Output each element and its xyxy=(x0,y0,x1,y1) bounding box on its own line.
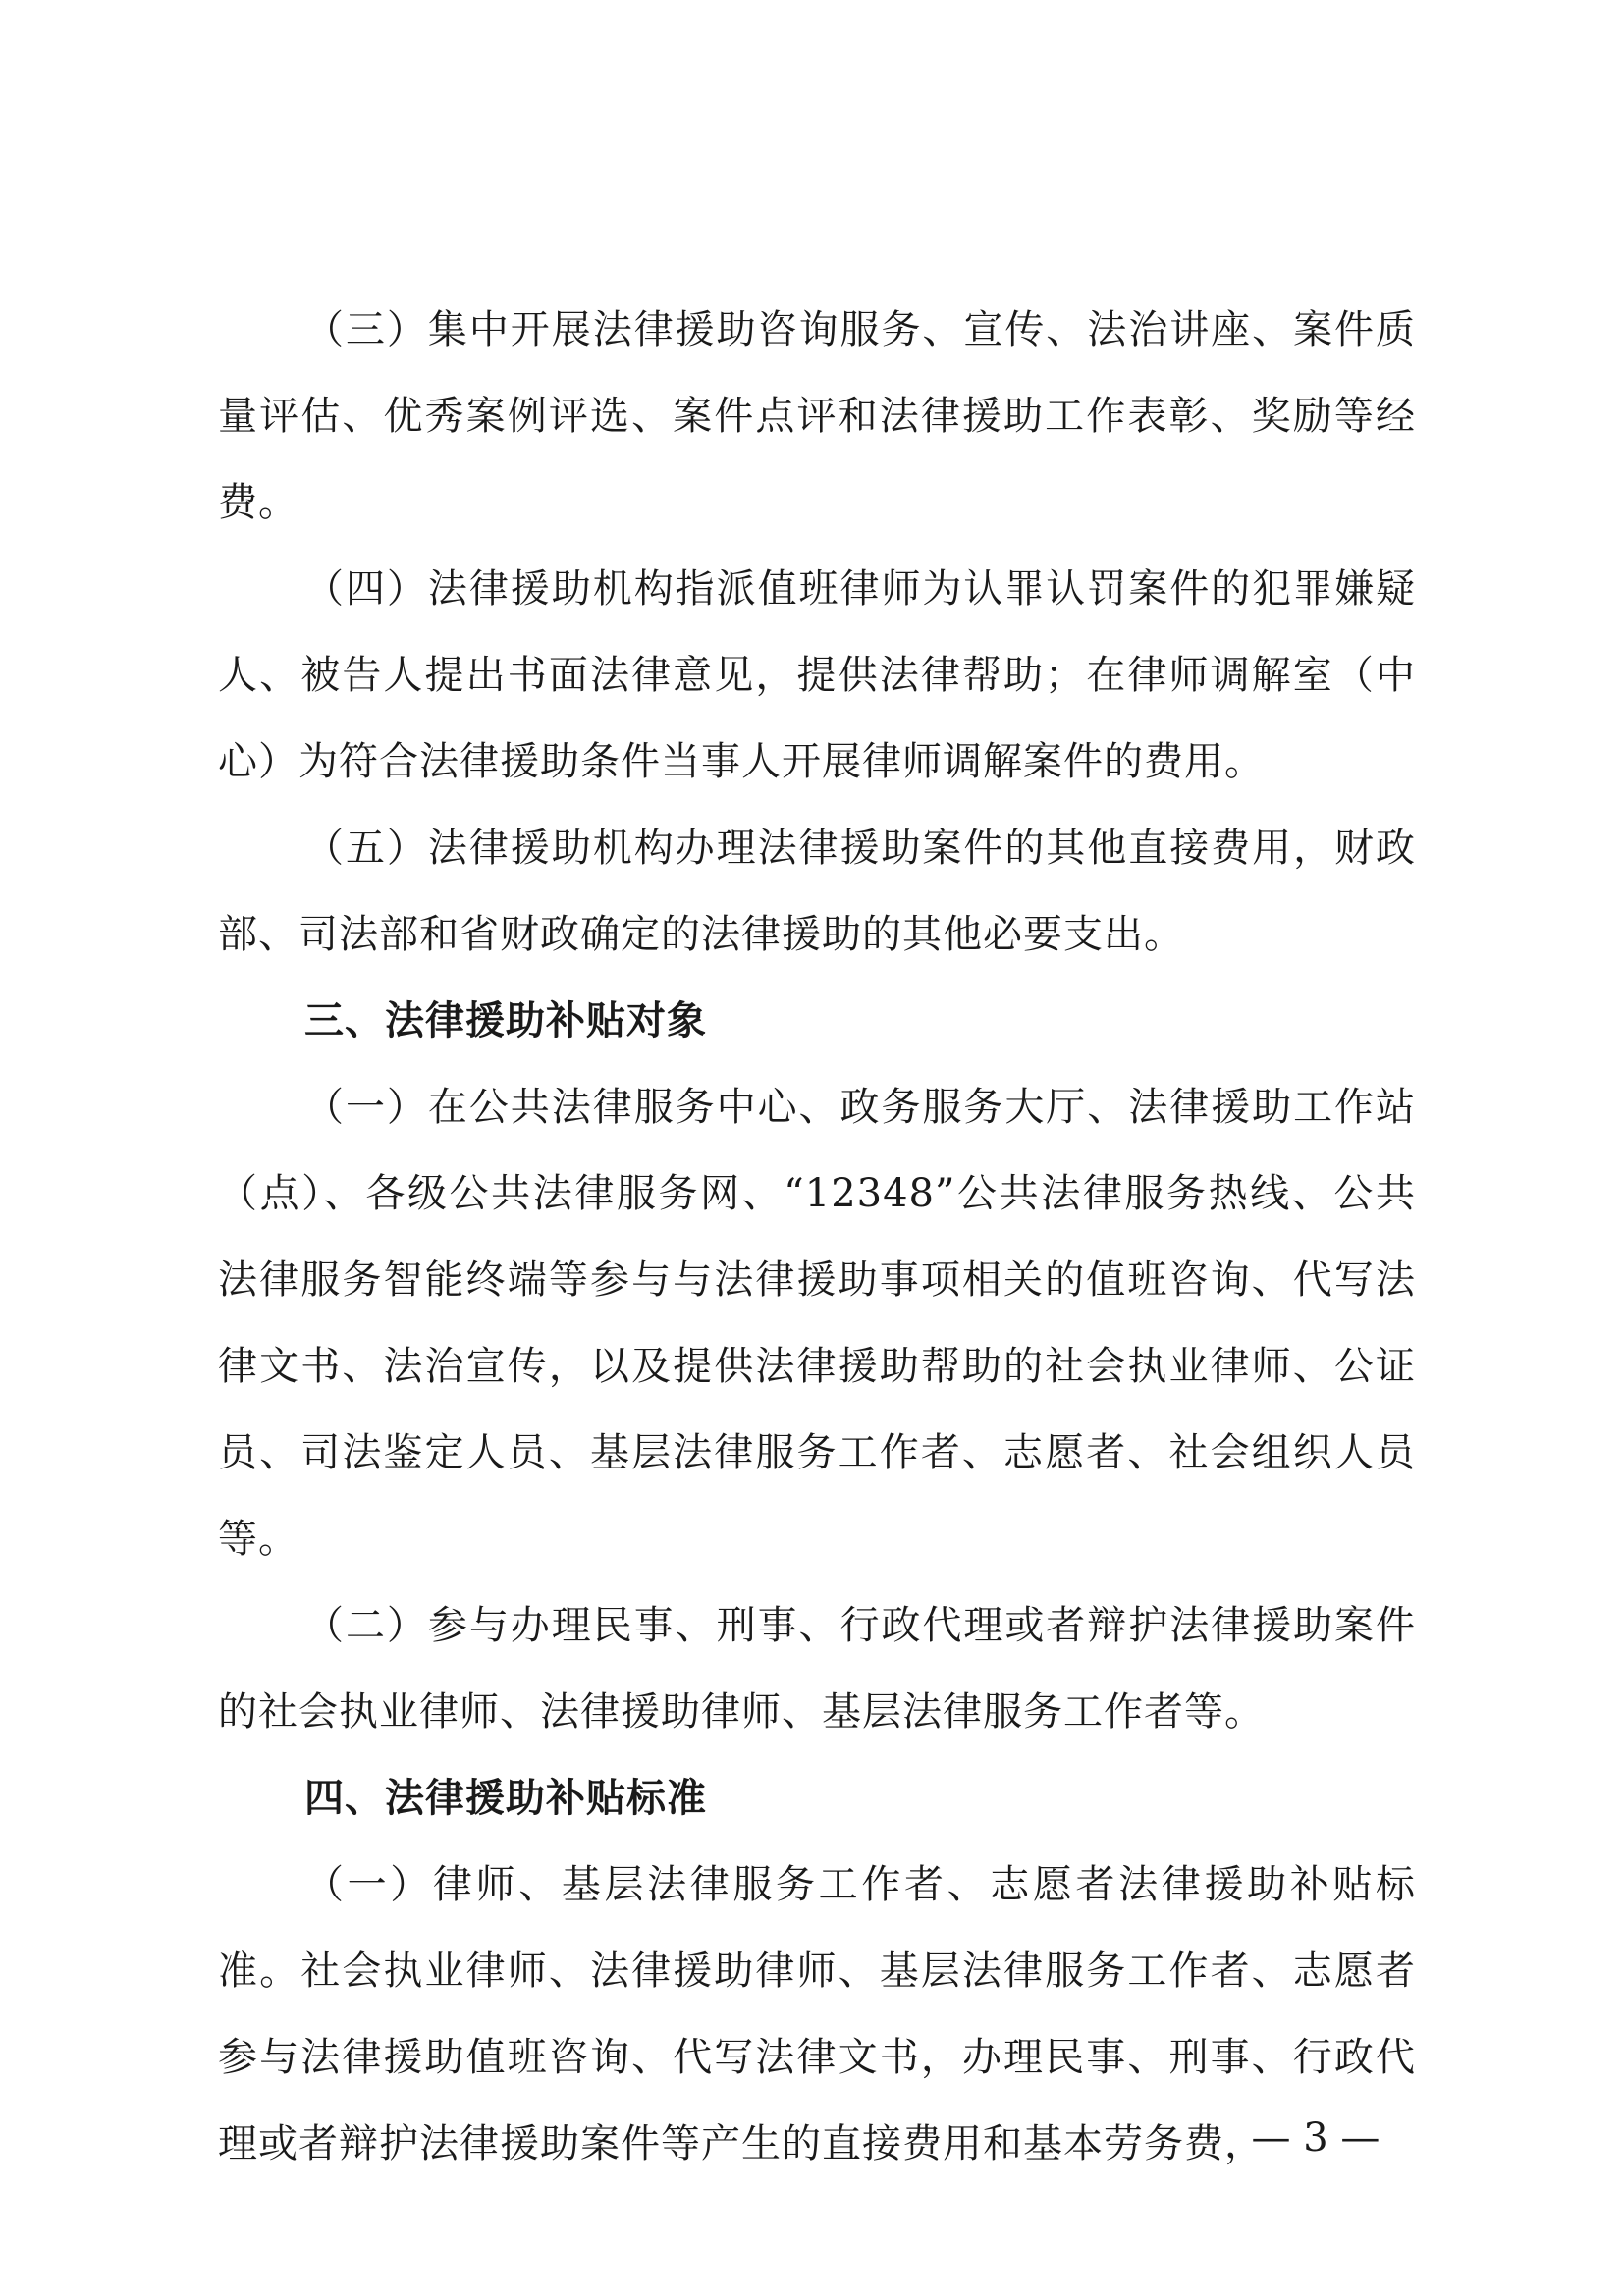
section-heading-subsidy-recipients: 三、法律援助补贴对象 xyxy=(304,998,707,1043)
paragraph-expense-item-3: （三）集中开展法律援助咨询服务、宣传、法治讲座、案件质量评估、优秀案例评选、案件点评和法律援助工作表彰、奖励等经费。 xyxy=(218,307,1416,525)
paragraph-expense-item-5: （五）法律援助机构办理法律援助案件的其他直接费用，财政部、司法部和省财政确定的法律援助的其他必要支出。 xyxy=(218,826,1416,957)
paragraph-expense-item-4: （四）法律援助机构指派值班律师为认罪认罚案件的犯罪嫌疑人、被告人提出书面法律意见，提供法律帮助；在律师调解室（中心）为符合法律援助条件当事人开展律师调解案件的费用。 xyxy=(218,566,1416,784)
paragraph-recipient-item-2: （二）参与办理民事、刑事、行政代理或者辩护法律援助案件的社会执业律师、法律援助律师、基层法律服务工作者等。 xyxy=(218,1603,1416,1735)
section-heading-subsidy-standards: 四、法律援助补贴标准 xyxy=(304,1776,707,1821)
document-body xyxy=(218,287,1416,2187)
page-number: — 3 — xyxy=(1251,2115,1380,2161)
paragraph-recipient-item-1: （一）在公共法律服务中心、政务服务大厅、法律援助工作站（点）、各级公共法律服务网、“12348”公共法律服务热线、公共法律服务智能终端等参与与法律援助事项相关的值班咨询、代写法律文书、法治宣传，以及提供法律援助帮助的社会执业律师、公证员、司法鉴定人员、基层法律服务工作者、志愿者、社会组织人员等。 xyxy=(218,1085,1416,1562)
paragraph-standard-item-1: （一）律师、基层法律服务工作者、志愿者法律援助补贴标准。社会执业律师、法律援助律师、基层法律服务工作者、志愿者参与法律援助值班咨询、代写法律文书，办理民事、刑事、行政代理或者辩护法律援助案件等产生的直接费用和基本劳务费， xyxy=(218,1862,1416,2166)
